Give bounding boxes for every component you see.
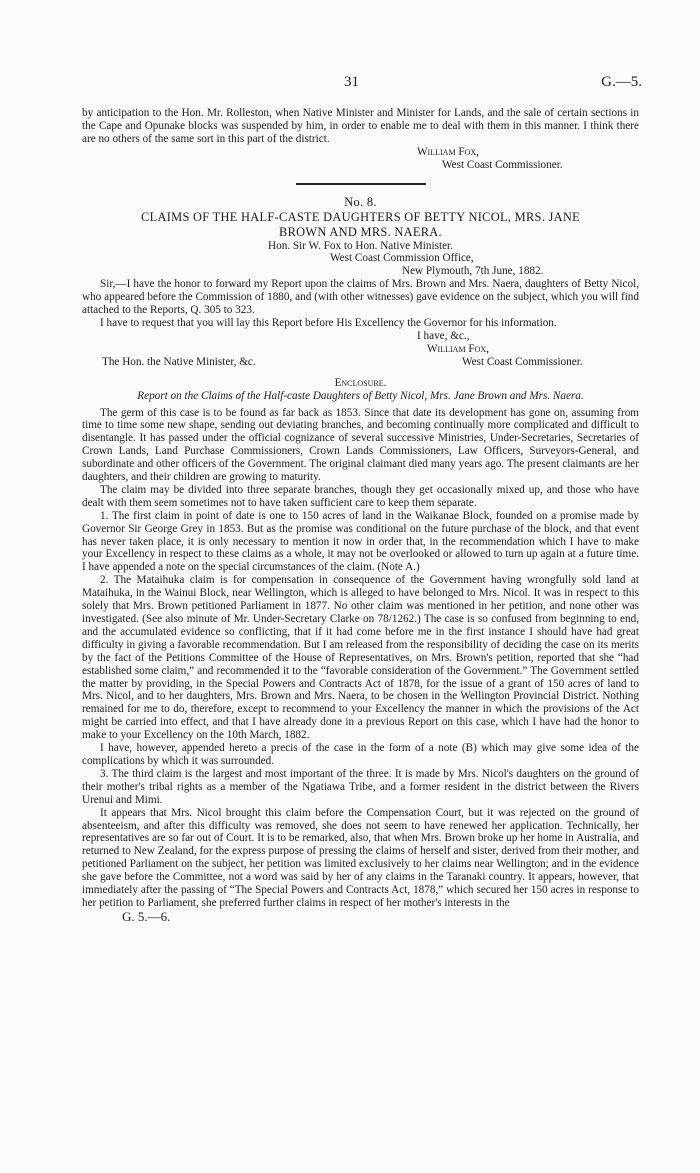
letter-signer-title: West Coast Commissioner.: [462, 355, 583, 368]
signature-title: West Coast Commissioner.: [442, 158, 563, 171]
document-title-line-2: BROWN AND MRS. NAERA.: [279, 224, 442, 239]
document-number: No. 8.: [344, 194, 377, 209]
letter-from-to: Hon. Sir W. Fox to Hon. Native Minister.: [268, 239, 453, 252]
letter-office: West Coast Commission Office,: [330, 252, 474, 265]
enclosure-heading: Enclosure.: [334, 376, 387, 389]
page-number: 31: [344, 74, 359, 90]
report-paragraph: 2. The Mataihuka claim is for compensation in consequence of the Government having wrongfully sold land at Mataihuka, in the Wainui Block, near Wellington, which is alleged to have belonged to Mrs. Nicol. It was in respect to this solely that Mrs. Brown petitioned Parliament in 1877. No other claim was mentioned in her petition, and none other was investigated. (See also minute of Mr. Under-Secretary Clarke on 78/1262.) The case is so confused from beginning to end, and the accumulated evidence so conflicting, that if it had come before me in the first instance I should have had great difficulty in giving a favorable recommendation. But I am released from the responsibility of deciding the case on its merits by the fact of the Petitions Committee of the House of Representatives, on Mrs. Brown's petition, reported that she “had established some claim,” and recommended it to the “favorable consideration of the Government.” The Government settled the matter by providing, in the Special Powers and Contracts Act of 1878, for the issue of a grant of 150 acres of land to Mrs. Nicol, and to her daughters, Mrs. Brown and Mrs. Naera, to be chosen in the Wellington Provincial District. Nothing remained for me to do, therefore, except to recommend to your Excellency the manner in which the provisions of the Act might be carried into effect, and that I have already done in a previous Report on this case, which I have had the honor to make to your Excellency on the 10th March, 1882.: [82, 574, 639, 742]
report-paragraph: The claim may be divided into three separate branches, though they get occasionally mixed up, and those who have dealt with them seem sometimes not to have taken sufficient care to keep them separate.: [82, 483, 639, 509]
letter-addressee: The Hon. the Native Minister, &c.: [102, 355, 256, 368]
page-footer: G. 5.—6.: [122, 908, 171, 924]
section-divider: [296, 183, 426, 185]
signature-name: William Fox,: [417, 145, 479, 158]
letter-paragraph-2: I have to request that you will lay this Report before His Excellency the Governor for his information.: [100, 316, 557, 329]
intro-paragraph: by anticipation to the Hon. Mr. Rolleston, when Native Minister and Minister for Lands, and the sale of certain sections in the Cape and Opunake blocks was suspended by him, in order to enable me to deal with them in this manner. I think there are no others of the same sort in this part of the district.: [82, 107, 639, 145]
report-paragraph: The germ of this case is to be found as far back as 1853. Since that date its development has gone on, assuming from time to time some new shape, sending out deviating branches, and becoming continually more complicated and difficult to disentangle. It has passed under the official cognizance of several successive Ministries, Under-Secretaries, Secretaries of Crown Lands, Land Purchase Commissioners, Crown Lands Commissioners, Law Officers, Surveyors-General, and subordinate and other officers of the Government. The original claimant died many years ago. The present claimants are her daughters, and their children are growing to maturity.: [82, 406, 639, 484]
letter-closing-row: [82, 356, 639, 369]
letter-place-date: New Plymouth, 7th June, 1882.: [402, 265, 544, 278]
page-header: [82, 74, 642, 96]
report-title: Report on the Claims of the Half-caste Daughters of Betty Nicol, Mrs. Jane Brown and Mrs. Naera.: [137, 389, 584, 402]
section-reference: G.—5.: [601, 74, 642, 90]
letter-paragraph-1: Sir,—I have the honor to forward my Report upon the claims of Mrs. Brown and Mrs. Naera, daughters of Betty Nicol, who appeared before the Commission of 1880, and (with other witnesses) gave evidence on the subject, which you will find attached to the Reports, Q. 305 to 323.: [82, 278, 639, 317]
page-body: [82, 107, 639, 924]
report-paragraph: 1. The first claim in point of date is one to 150 acres of land in the Waikanae Block, founded on a promise made by Governor Sir George Grey in 1853. But as the promise was conditional on the future purchase of the block, and that event has never taken place, it is only necessary to mention it now in order that, in the recommendation which I have to make your Excellency in respect to these claims as a whole, it may not be overlooked or allowed to turn up again at a future time. I have appended a note on the special circumstances of the claim. (Note A.): [82, 509, 639, 574]
report-paragraph: I have, however, appended hereto a precis of the case in the form of a note (B) which may give some idea of the complications by which it was surrounded.: [82, 742, 639, 767]
document-title-line-1: CLAIMS OF THE HALF-CASTE DAUGHTERS OF BETTY NICOL, MRS. JANE: [141, 209, 580, 224]
report-paragraph: 3. The third claim is the largest and most important of the three. It is made by Mrs. Nicol's daughters on the ground of their mother's tribal rights as a member of the Ngatiawa Tribe, and a former resident in the district between the Rivers Urenui and Mimi.: [82, 767, 639, 806]
letter-signer-name: William Fox,: [427, 342, 489, 355]
letter-closing: I have, &c.,: [417, 329, 470, 342]
report-paragraph: It appears that Mrs. Nicol brought this claim before the Compensation Court, but it was rejected on the ground of absenteeism, and after this difficulty was removed, she does not seem to have renewed her application. Technically, her representatives are so far out of Court. It is to be remarked, also, that when Mrs. Brown broke up her home in Australia, and returned to New Zealand, for the express purpose of pressing the claims of herself and sister, derived from their mother, and petitioned Parliament on the subject, her petition was limited exclusively to her claims near Wellington; and in the evidence she gave before the Committee, not a word was said by her of any claims in the Taranaki country. It appears, however, that immediately after the passing of “The Special Powers and Contracts Act, 1878,” which secured her 150 acres in response to her petition to Parliament, she preferred further claims in respect of her mother's interests in the: [82, 806, 639, 909]
